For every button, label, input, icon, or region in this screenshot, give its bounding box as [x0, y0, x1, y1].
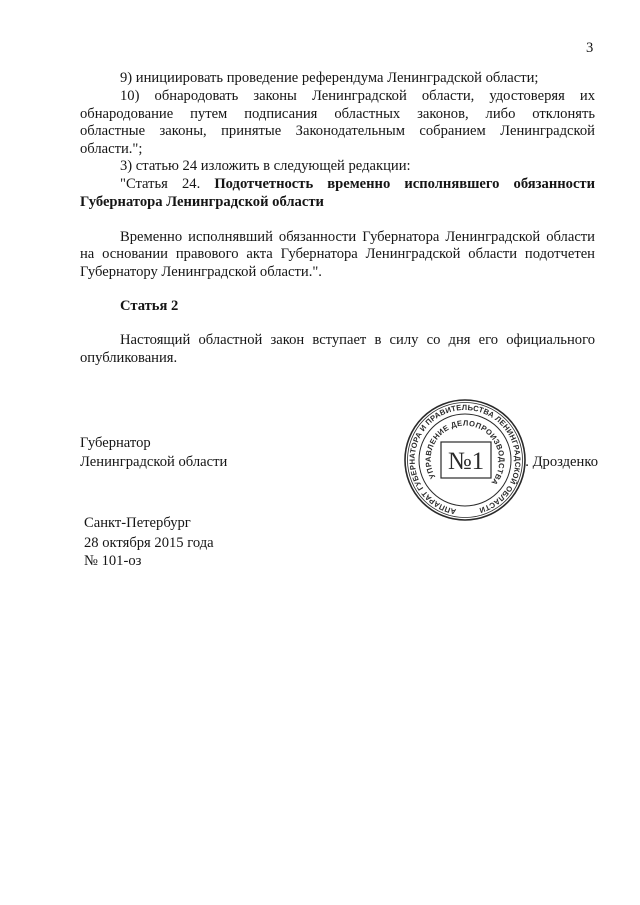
- item-3-text: 3) статью 24 изложить в следующей редакции:: [120, 158, 411, 174]
- article-2-heading-text: Статья 2: [120, 298, 179, 314]
- signatory-position-line-2: Ленинградской области: [80, 454, 228, 470]
- article-24-heading-line-1: [120, 175, 595, 193]
- article-24-title-part-2: Губернатора Ленинградской области: [80, 194, 324, 210]
- item-10-line-4: области.";: [80, 141, 143, 157]
- item-10-line-1: 10) обнародовать законы Ленинградской области, удостоверяя их: [120, 88, 595, 104]
- stamp-outer-text-path: АППАРАТ ГУБЕРНАТОРА И ПРАВИТЕЛЬСТВА ЛЕНИНГРАДСКОЙ ОБЛАСТИ: [407, 402, 523, 517]
- signing-date: 28 октября 2015 года: [84, 535, 214, 551]
- signing-place: Санкт-Петербург: [84, 515, 191, 531]
- article-2-text-line-1: Настоящий областной закон вступает в силу со дня его официального: [120, 332, 595, 348]
- signatory-position-line-1: Губернатор: [80, 435, 151, 451]
- article-24-title-part-1: Подотчетность временно исполнявшего обязанности: [214, 176, 595, 192]
- article-24-text-line-1: Временно исполнявший обязанности Губернатора Ленинградской области: [120, 229, 595, 245]
- article-24-label: "Статья 24.: [120, 176, 201, 192]
- official-stamp: [400, 395, 530, 525]
- law-number: № 101-оз: [84, 553, 142, 569]
- stamp-inner-text-path: УПРАВЛЕНИЕ ДЕЛОПРОИЗВОДСТВА: [423, 418, 507, 487]
- article-2-heading: [120, 297, 178, 315]
- item-9-text: 9) инициировать проведение референдума Ленинградской области;: [120, 70, 539, 86]
- page-number: 3: [586, 40, 594, 56]
- item-10-line-3: областные законы, принятые Законодательным собранием Ленинградской: [80, 123, 595, 139]
- article-2-text-line-2: опубликования.: [80, 350, 178, 366]
- article-24-text-line-2: на основании правового акта Губернатора Ленинградской области подотчетен: [80, 246, 595, 262]
- item-10-line-2: обнародование путем подписания областных законов, либо отклонять: [80, 106, 595, 122]
- stamp-number: №1: [447, 448, 485, 475]
- article-24-heading-line-2: [80, 193, 324, 211]
- article-24-text-line-3: Губернатору Ленинградской области.".: [80, 264, 322, 280]
- signatory-name: . Дрозденко: [525, 454, 598, 470]
